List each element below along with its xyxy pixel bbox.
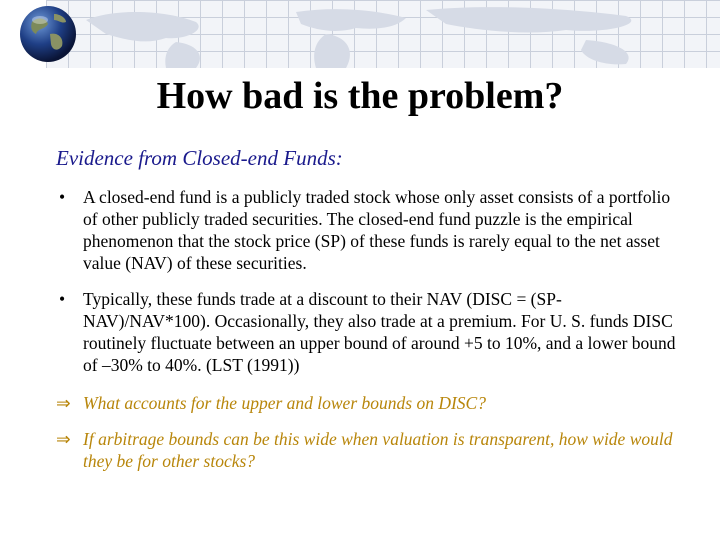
globe-icon — [18, 4, 78, 64]
world-map-banner — [46, 0, 720, 68]
bullet-text: A closed-end fund is a publicly traded stock whose only asset consists of a portfolio of other publicly traded securities. The closed-end fund puzzle is the empirical phenomenon that the stock price (SP) of these funds is rarely equal to the net asset value (NAV) of these securities. — [83, 187, 671, 273]
bullet-marker: • — [59, 187, 66, 207]
implies-arrow-icon: ⇒ — [56, 393, 71, 413]
bullet-marker: • — [59, 289, 66, 309]
slide-subtitle: Evidence from Closed-end Funds: — [56, 146, 343, 170]
implication-item — [56, 428, 686, 472]
bullet-item — [56, 288, 686, 376]
implication-text: What accounts for the upper and lower bounds on DISC? — [83, 393, 486, 413]
implication-item — [56, 392, 686, 414]
slide-title: How bad is the problem? — [156, 75, 564, 117]
bullet-item — [56, 186, 686, 274]
bullet-list — [56, 186, 686, 472]
implication-text: If arbitrage bounds can be this wide when valuation is transparent, how wide would they be for other stocks? — [83, 429, 673, 471]
implies-arrow-icon: ⇒ — [56, 429, 71, 449]
bullet-text: Typically, these funds trade at a discount to their NAV (DISC = (SP-NAV)/NAV*100). Occasionally, they also trade at a premium. For U. S. funds DISC routinely fluctuate between an upper bound of around +5 to 10%, and a lower bound of –30% to 40%. (LST (1991)) — [83, 289, 676, 375]
